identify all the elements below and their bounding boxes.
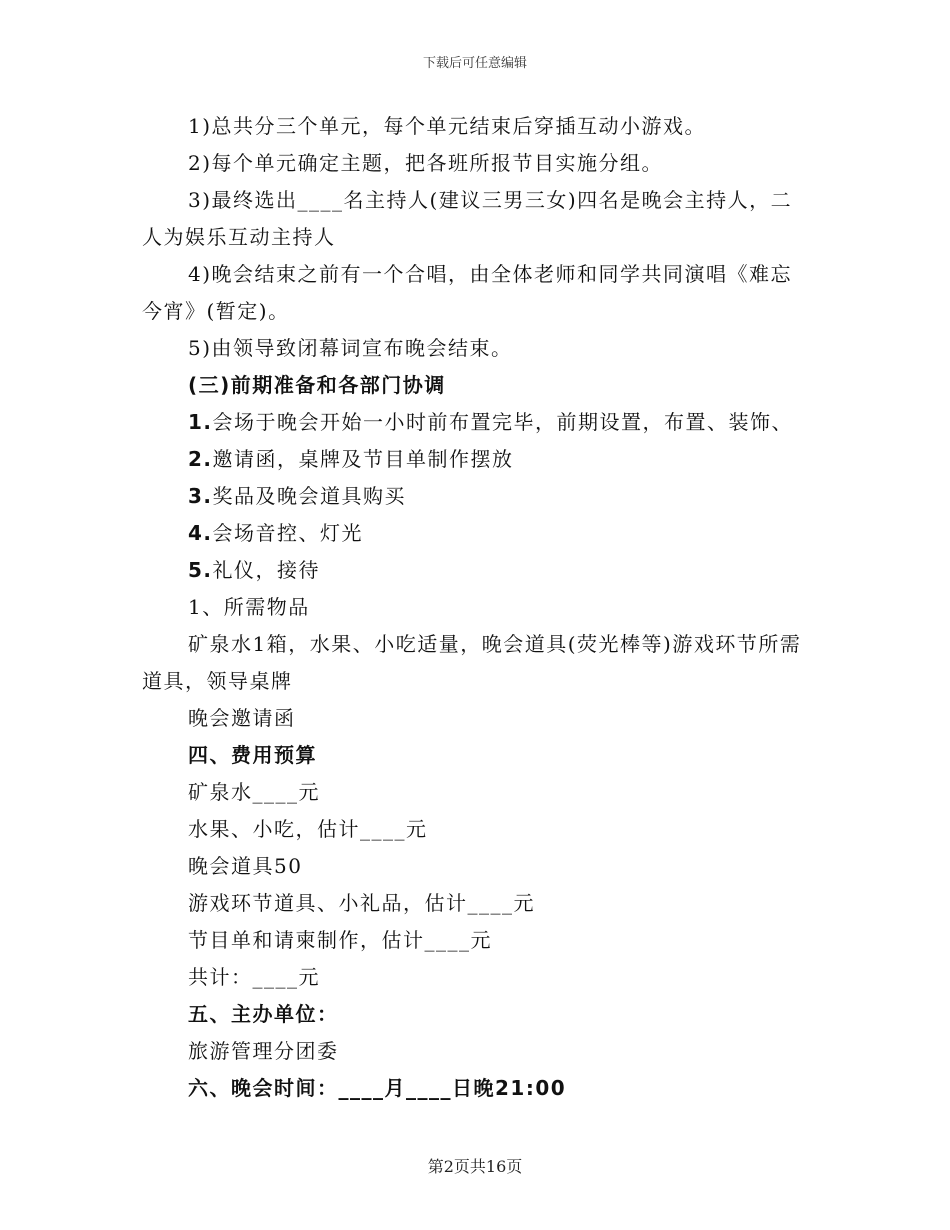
list-text: 会场于晚会开始一小时前布置完毕，前期设置，布置、装饰、 [212, 410, 794, 434]
paragraph: 5)由领导致闭幕词宣布晚会结束。 [188, 336, 513, 360]
list-text: 邀请函，桌牌及节目单制作摆放 [212, 447, 514, 471]
section-heading: 六、晚会时间：____月____日晚21:00 [188, 1076, 567, 1100]
list-item [142, 515, 802, 552]
budget-line: 节目单和请柬制作，估计____元 [188, 928, 492, 952]
list-item [142, 552, 802, 589]
document-body [142, 108, 802, 1107]
budget-total: 共计：____元 [188, 965, 320, 989]
list-number: 3. [188, 484, 213, 508]
list-number: 5. [188, 558, 213, 582]
paragraph: 1、所需物品 [188, 595, 310, 619]
section-heading: 四、费用预算 [188, 743, 317, 767]
list-number: 2. [188, 447, 213, 471]
list-text: 会场音控、灯光 [212, 521, 364, 545]
list-item [142, 404, 802, 441]
section-heading: (三)前期准备和各部门协调 [188, 373, 446, 397]
budget-line: 晚会道具50 [188, 854, 303, 878]
paragraph: 3)最终选出____名主持人(建议三男三女)四名是晚会主持人，二人为娱乐互动主持人 [142, 188, 793, 249]
budget-line: 游戏环节道具、小礼品，估计____元 [188, 891, 535, 915]
paragraph: 2)每个单元确定主题，把各班所报节目实施分组。 [188, 151, 664, 175]
list-item [142, 478, 802, 515]
list-number: 1. [188, 410, 213, 434]
list-text: 奖品及晚会道具购买 [212, 484, 407, 508]
paragraph: 4)晚会结束之前有一个合唱，由全体老师和同学共同演唱《难忘今宵》(暂定)。 [142, 262, 793, 323]
page-header: 下载后可任意编辑 [422, 56, 527, 71]
paragraph: 矿泉水1箱，水果、小吃适量，晚会道具(荧光棒等)游戏环节所需道具，领导桌牌 [142, 632, 802, 693]
page-footer: 第2页共16页 [427, 1157, 523, 1176]
list-item [142, 441, 802, 478]
paragraph: 晚会邀请函 [188, 706, 296, 730]
paragraph: 1)总共分三个单元，每个单元结束后穿插互动小游戏。 [188, 114, 707, 138]
budget-line: 水果、小吃，估计____元 [188, 817, 428, 841]
budget-line: 矿泉水____元 [188, 780, 320, 804]
section-heading: 五、主办单位： [188, 1002, 339, 1026]
list-number: 4. [188, 521, 213, 545]
paragraph: 旅游管理分团委 [188, 1039, 339, 1063]
list-text: 礼仪，接待 [212, 558, 321, 582]
